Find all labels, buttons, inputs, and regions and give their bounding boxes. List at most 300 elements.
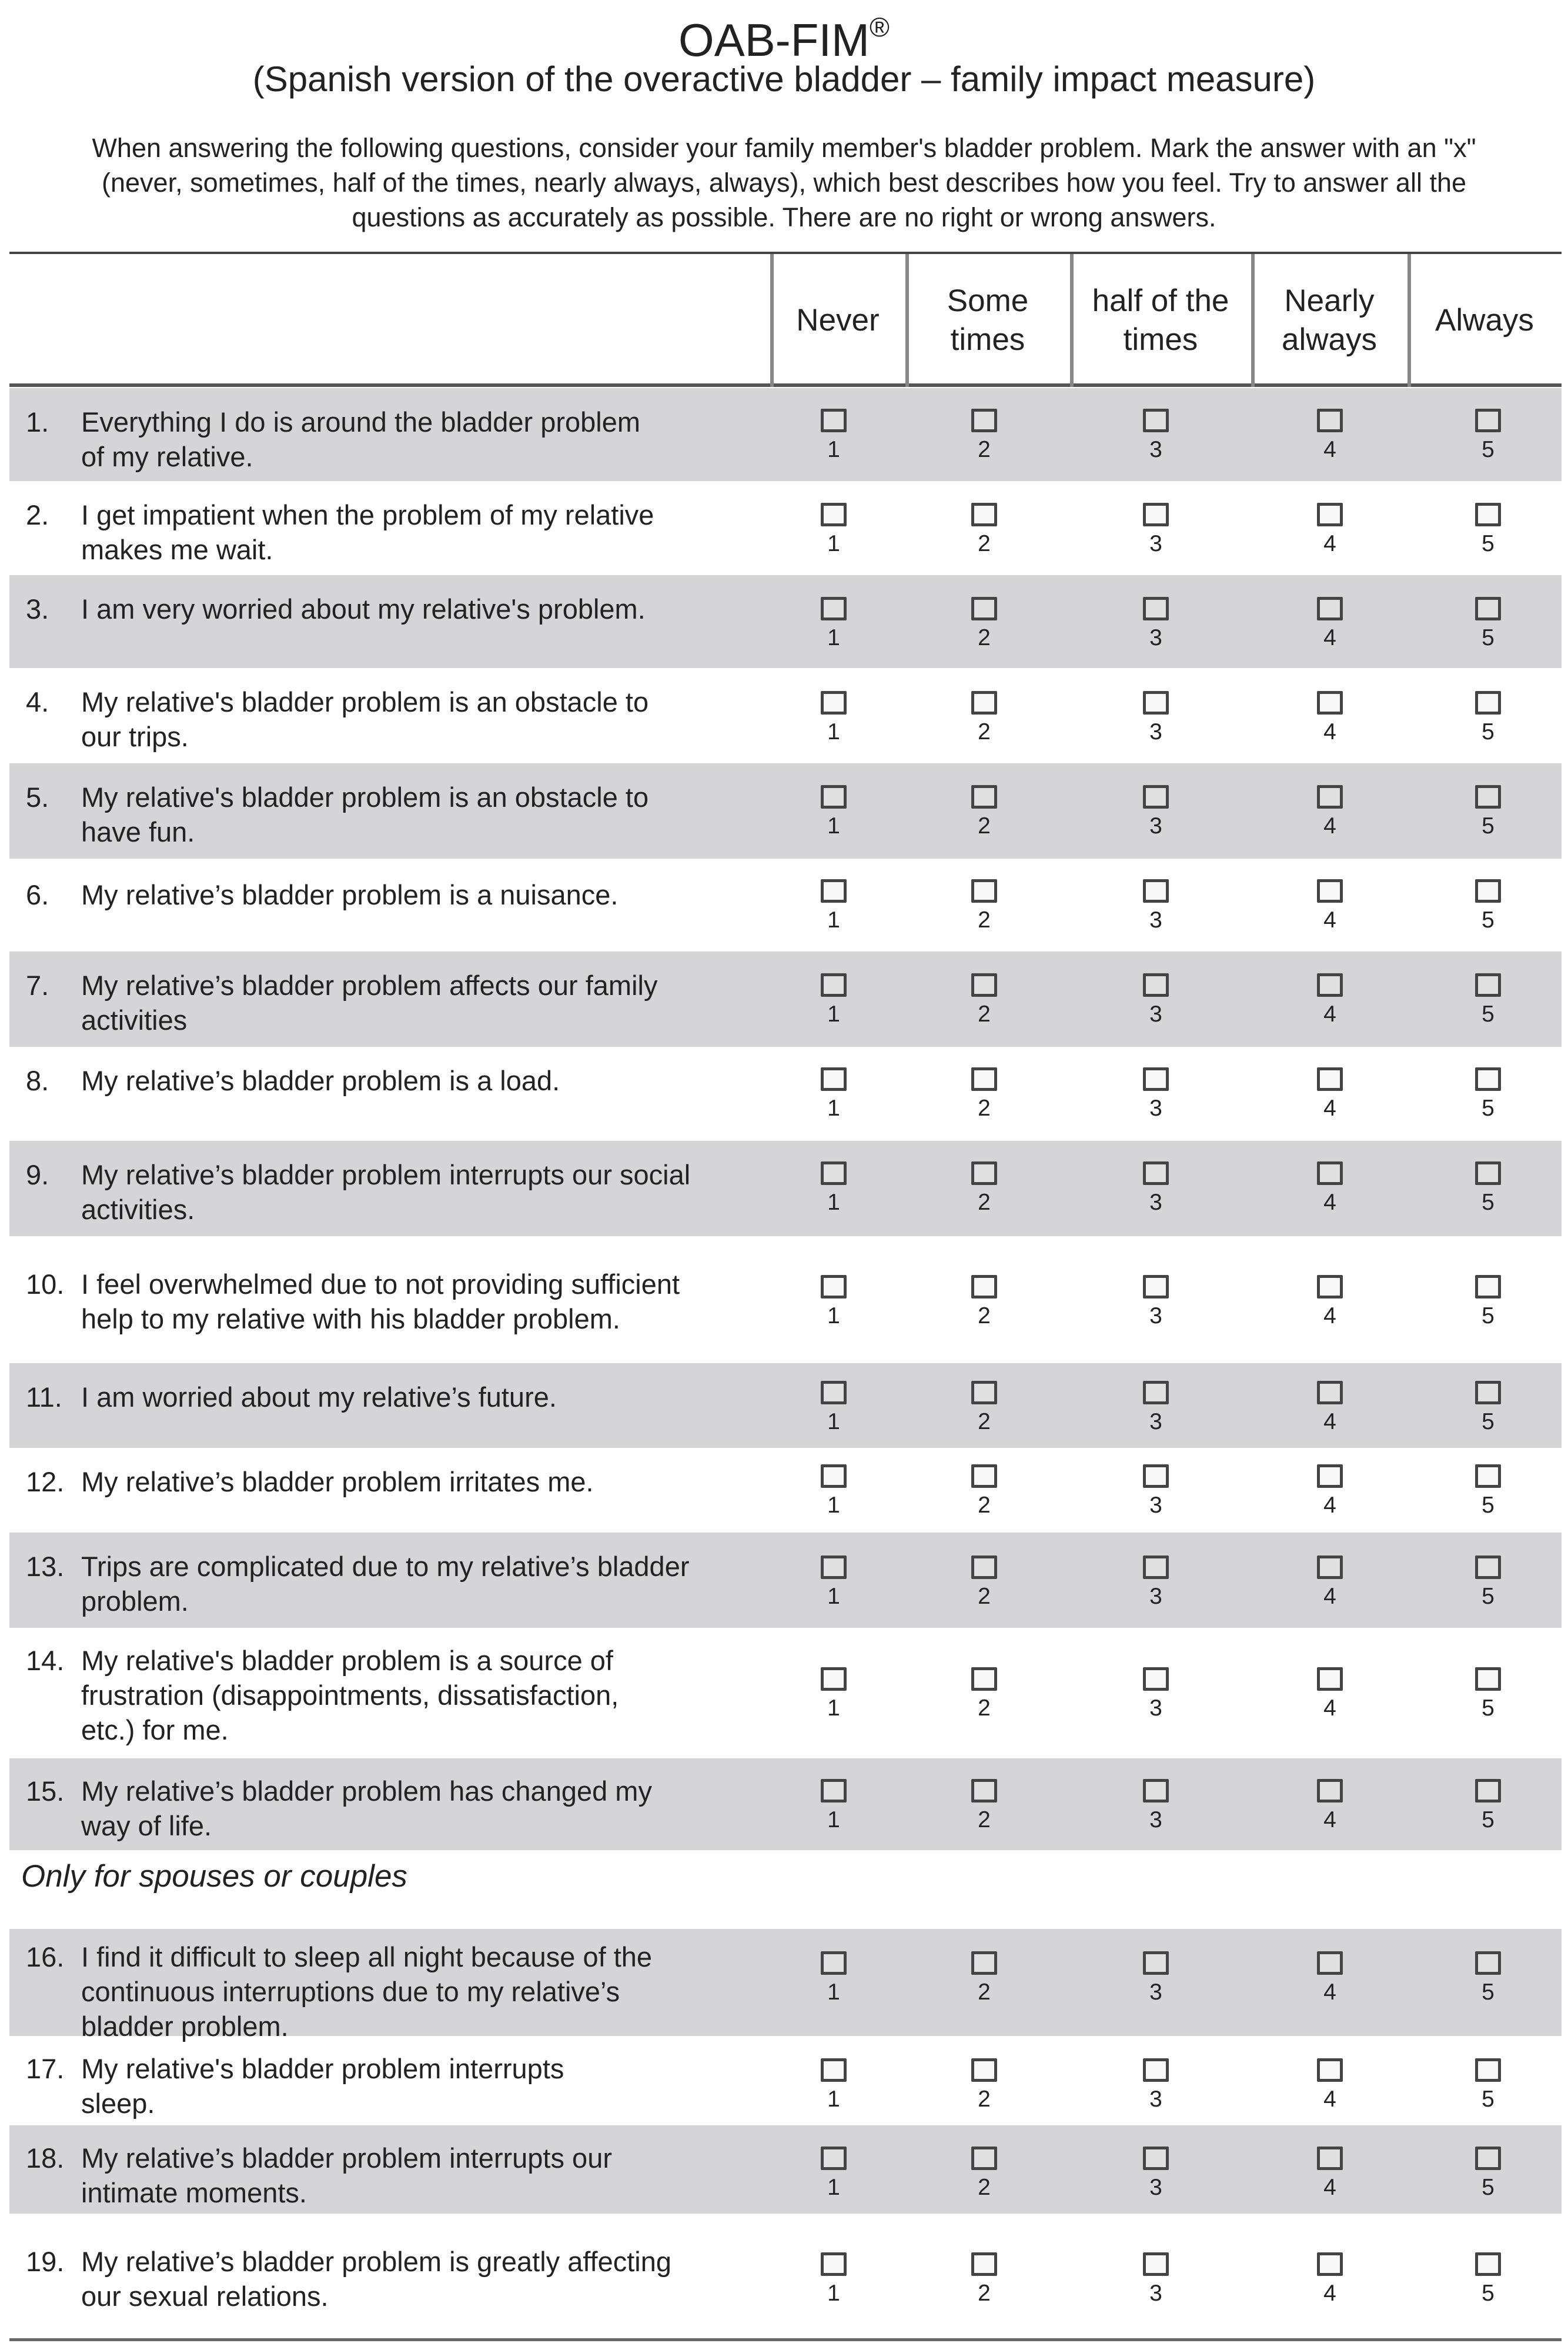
answer-checkbox[interactable]	[1475, 409, 1501, 432]
answer-option[interactable]	[793, 2058, 875, 2112]
question-text	[81, 2051, 734, 2121]
answer-checkbox[interactable]	[1143, 1381, 1169, 1404]
question-row	[9, 2036, 1562, 2125]
answer-checkbox[interactable]	[1317, 1779, 1343, 1802]
answer-option[interactable]	[943, 1951, 1025, 2005]
answer-option[interactable]	[1115, 2252, 1197, 2306]
answer-option[interactable]	[1447, 1667, 1529, 1721]
answer-option[interactable]	[1289, 879, 1371, 933]
answer-value-label: 5	[1482, 813, 1495, 839]
answer-option[interactable]	[943, 785, 1025, 839]
answer-option[interactable]	[943, 597, 1025, 651]
answer-checkbox[interactable]	[1475, 1381, 1501, 1404]
answer-checkbox[interactable]	[1475, 879, 1501, 903]
answer-checkbox[interactable]	[1317, 2147, 1343, 2170]
answer-option[interactable]	[1115, 1779, 1197, 1833]
answer-value-label: 2	[978, 1807, 991, 1832]
answer-checkbox[interactable]	[1317, 1381, 1343, 1404]
question-text	[81, 1643, 734, 1747]
answer-option[interactable]	[943, 1667, 1025, 1721]
answer-option[interactable]	[1447, 2058, 1529, 2112]
answer-checkbox[interactable]	[821, 1067, 847, 1091]
answer-option[interactable]	[1115, 409, 1197, 463]
question-text-line: activities.	[81, 1194, 195, 1225]
answer-checkbox[interactable]	[971, 409, 997, 432]
answer-checkbox[interactable]	[1143, 2147, 1169, 2170]
answer-option[interactable]	[793, 785, 875, 839]
column-header-line: Nearly	[1284, 283, 1375, 318]
answer-option[interactable]	[943, 1161, 1025, 1216]
answer-checkbox[interactable]	[1475, 1464, 1501, 1488]
answer-option[interactable]	[1447, 1951, 1529, 2005]
answer-option[interactable]	[1289, 785, 1371, 839]
answer-option[interactable]	[943, 503, 1025, 557]
question-row	[9, 1533, 1562, 1628]
answer-value-label: 3	[1149, 2281, 1162, 2306]
answer-checkbox[interactable]	[821, 503, 847, 526]
instructions-line: When answering the following questions, consider your family member's bladder problem. Mark the answer with an "x"	[92, 133, 1476, 163]
answer-checkbox[interactable]	[1475, 2058, 1501, 2082]
answer-value-label: 2	[978, 719, 991, 745]
answer-checkbox[interactable]	[821, 597, 847, 620]
answer-option[interactable]	[1447, 691, 1529, 745]
answer-option[interactable]	[1115, 1667, 1197, 1721]
answer-option[interactable]	[1289, 503, 1371, 557]
answer-value-label: 4	[1323, 813, 1336, 839]
question-text-line: My relative’s bladder problem irritates me.	[81, 1466, 594, 1497]
answer-value-label: 2	[978, 1303, 991, 1328]
answer-option[interactable]	[1115, 597, 1197, 651]
answer-checkbox[interactable]	[971, 973, 997, 997]
answer-option[interactable]	[1289, 597, 1371, 651]
question-text-line: My relative’s bladder problem interrupts our social	[81, 1159, 691, 1190]
answer-checkbox[interactable]	[821, 1464, 847, 1488]
answer-option[interactable]	[1447, 503, 1529, 557]
answer-checkbox[interactable]	[1143, 1779, 1169, 1802]
column-header	[770, 254, 905, 387]
answer-checkbox[interactable]	[1475, 1555, 1501, 1579]
answer-option[interactable]	[1447, 1555, 1529, 1610]
answer-checkbox[interactable]	[971, 879, 997, 903]
registered-mark: ®	[870, 12, 890, 42]
answer-value-label: 2	[978, 1695, 991, 1721]
answer-checkbox[interactable]	[971, 1779, 997, 1802]
answer-option[interactable]	[793, 1555, 875, 1610]
answer-checkbox[interactable]	[1317, 597, 1343, 620]
answer-checkbox[interactable]	[1143, 1951, 1169, 1975]
question-number: 4.	[26, 686, 49, 717]
answer-checkbox[interactable]	[971, 785, 997, 809]
answer-option[interactable]	[1447, 1381, 1529, 1435]
answer-value-label: 4	[1323, 1409, 1336, 1434]
answer-checkbox[interactable]	[821, 2058, 847, 2082]
answer-checkbox[interactable]	[821, 409, 847, 432]
answer-option[interactable]	[1447, 597, 1529, 651]
answer-option[interactable]	[793, 1779, 875, 1833]
answer-option[interactable]	[1115, 1951, 1197, 2005]
answer-option[interactable]	[1447, 2252, 1529, 2306]
answer-option[interactable]	[793, 973, 875, 1027]
question-text-line: My relative's bladder problem interrupts	[81, 2053, 564, 2084]
question-text-line: My relative’s bladder problem is a load.	[81, 1065, 560, 1096]
answer-value-label: 1	[827, 1695, 840, 1721]
answer-value-label: 3	[1149, 625, 1162, 650]
answer-option[interactable]	[1289, 2058, 1371, 2112]
answer-value-label: 4	[1323, 1980, 1336, 2005]
answer-value-label: 3	[1149, 813, 1162, 839]
answer-checkbox[interactable]	[821, 1555, 847, 1579]
answer-option[interactable]	[1447, 1161, 1529, 1216]
answer-option[interactable]	[1447, 879, 1529, 933]
form-title-text: OAB-FIM	[678, 14, 870, 66]
answer-checkbox[interactable]	[1317, 1951, 1343, 1975]
answer-checkbox[interactable]	[1475, 1275, 1501, 1298]
answer-value-label: 3	[1149, 437, 1162, 462]
answer-checkbox[interactable]	[821, 1161, 847, 1185]
answer-checkbox[interactable]	[971, 691, 997, 715]
answer-option[interactable]	[1289, 409, 1371, 463]
answer-value-label: 5	[1482, 719, 1495, 745]
answer-option[interactable]	[943, 2147, 1025, 2201]
answer-value-label: 2	[978, 1980, 991, 2005]
question-number: 10.	[26, 1269, 65, 1300]
answer-value-label: 2	[978, 1190, 991, 1215]
column-header-line: half of the	[1092, 283, 1229, 318]
answer-option[interactable]	[793, 1161, 875, 1216]
answer-value-label: 5	[1482, 1190, 1495, 1215]
answer-value-label: 1	[827, 1096, 840, 1121]
answer-option[interactable]	[793, 691, 875, 745]
answer-checkbox[interactable]	[1143, 1555, 1169, 1579]
answer-checkbox[interactable]	[1143, 2058, 1169, 2082]
answer-checkbox[interactable]	[971, 1161, 997, 1185]
table-bottom-rule	[9, 2338, 1562, 2341]
answer-value-label: 2	[978, 1493, 991, 1518]
answer-checkbox[interactable]	[971, 1951, 997, 1975]
answer-checkbox[interactable]	[821, 1667, 847, 1691]
answer-option[interactable]	[943, 409, 1025, 463]
answer-checkbox[interactable]	[821, 2147, 847, 2170]
answer-value-label: 2	[978, 813, 991, 839]
answer-checkbox[interactable]	[1143, 691, 1169, 715]
answer-checkbox[interactable]	[1475, 2252, 1501, 2276]
answer-checkbox[interactable]	[1317, 503, 1343, 526]
answer-value-label: 4	[1323, 1303, 1336, 1328]
answer-checkbox[interactable]	[821, 1779, 847, 1802]
question-row	[9, 388, 1562, 481]
question-row	[9, 2214, 1562, 2338]
question-number: 9.	[26, 1159, 49, 1190]
answer-checkbox[interactable]	[1143, 879, 1169, 903]
answer-checkbox[interactable]	[1317, 1667, 1343, 1691]
answer-checkbox[interactable]	[1143, 1161, 1169, 1185]
answer-value-label: 5	[1482, 1584, 1495, 1609]
question-text-line: way of life.	[81, 1810, 212, 1841]
answer-checkbox[interactable]	[971, 1275, 997, 1298]
answer-option[interactable]	[793, 503, 875, 557]
answer-checkbox[interactable]	[1317, 1275, 1343, 1298]
answer-option[interactable]	[943, 1381, 1025, 1435]
answer-checkbox[interactable]	[1317, 409, 1343, 432]
answer-option[interactable]	[943, 973, 1025, 1027]
answer-option[interactable]	[1447, 1779, 1529, 1833]
answer-value-label: 3	[1149, 2087, 1162, 2112]
answer-checkbox[interactable]	[1317, 2252, 1343, 2276]
answer-value-label: 4	[1323, 531, 1336, 556]
answer-value-label: 4	[1323, 907, 1336, 933]
answer-option[interactable]	[1289, 691, 1371, 745]
answer-value-label: 5	[1482, 1807, 1495, 1832]
answer-option[interactable]	[793, 2147, 875, 2201]
answer-value-label: 3	[1149, 1980, 1162, 2005]
answer-value-label: 5	[1482, 1695, 1495, 1721]
answer-option[interactable]	[1447, 1067, 1529, 1121]
answer-value-label: 5	[1482, 1002, 1495, 1027]
question-number: 7.	[26, 970, 49, 1001]
question-text	[81, 1774, 734, 1843]
answer-checkbox[interactable]	[821, 1275, 847, 1298]
answer-value-label: 3	[1149, 719, 1162, 745]
question-row	[9, 859, 1562, 952]
answer-value-label: 3	[1149, 1807, 1162, 1832]
answer-option[interactable]	[1289, 1275, 1371, 1329]
answer-option[interactable]	[1115, 973, 1197, 1027]
answer-value-label: 5	[1482, 1303, 1495, 1328]
answer-value-label: 3	[1149, 1695, 1162, 1721]
question-number: 12.	[26, 1466, 65, 1497]
answer-value-label: 4	[1323, 1096, 1336, 1121]
answer-checkbox[interactable]	[1143, 503, 1169, 526]
answer-checkbox[interactable]	[821, 973, 847, 997]
answer-value-label: 1	[827, 2175, 840, 2200]
question-row	[9, 668, 1562, 763]
instructions-line: questions as accurately as possible. There are no right or wrong answers.	[352, 202, 1216, 232]
answer-checkbox[interactable]	[1143, 1667, 1169, 1691]
question-text-line: My relative’s bladder problem has changed my	[81, 1775, 652, 1807]
answer-checkbox[interactable]	[1475, 1779, 1501, 1802]
answer-option[interactable]	[1289, 2147, 1371, 2201]
answer-checkbox[interactable]	[821, 691, 847, 715]
question-number: 8.	[26, 1065, 49, 1096]
answer-value-label: 2	[978, 907, 991, 933]
answer-checkbox[interactable]	[971, 1667, 997, 1691]
answer-option[interactable]	[1115, 1464, 1197, 1518]
answer-option[interactable]	[1447, 973, 1529, 1027]
answer-option[interactable]	[1115, 2147, 1197, 2201]
question-row	[9, 1236, 1562, 1363]
answer-option[interactable]	[793, 1667, 875, 1721]
question-text	[81, 1157, 734, 1227]
answer-checkbox[interactable]	[1317, 879, 1343, 903]
answer-checkbox[interactable]	[821, 2252, 847, 2276]
answer-checkbox[interactable]	[1143, 597, 1169, 620]
answer-checkbox[interactable]	[1317, 1555, 1343, 1579]
answer-option[interactable]	[943, 2058, 1025, 2112]
answer-option[interactable]	[943, 2252, 1025, 2306]
answer-option[interactable]	[1289, 1161, 1371, 1216]
answer-checkbox[interactable]	[821, 1951, 847, 1975]
answer-option[interactable]	[1115, 1381, 1197, 1435]
question-number: 18.	[26, 2142, 65, 2174]
answer-option[interactable]	[943, 879, 1025, 933]
answer-value-label: 2	[978, 2087, 991, 2112]
answer-option[interactable]	[1289, 1464, 1371, 1518]
answer-checkbox[interactable]	[1475, 785, 1501, 809]
answer-option[interactable]	[793, 2252, 875, 2306]
answer-checkbox[interactable]	[971, 503, 997, 526]
answer-option[interactable]	[793, 1951, 875, 2005]
answer-option[interactable]	[1115, 1161, 1197, 1216]
answer-option[interactable]	[1289, 2252, 1371, 2306]
column-header	[905, 254, 1070, 387]
answer-value-label: 3	[1149, 1190, 1162, 1215]
answer-checkbox[interactable]	[1317, 1067, 1343, 1091]
answer-option[interactable]	[1447, 1464, 1529, 1518]
answer-checkbox[interactable]	[1317, 973, 1343, 997]
question-text-line: I am very worried about my relative's problem.	[81, 593, 646, 625]
answer-checkbox[interactable]	[971, 1067, 997, 1091]
answer-option[interactable]	[943, 1555, 1025, 1610]
answer-checkbox[interactable]	[1143, 409, 1169, 432]
answer-value-label: 3	[1149, 1303, 1162, 1328]
answer-value-label: 2	[978, 1584, 991, 1609]
question-text	[81, 968, 734, 1037]
answer-value-label: 4	[1323, 1807, 1336, 1832]
answer-option[interactable]	[1289, 1555, 1371, 1610]
answer-value-label: 1	[827, 531, 840, 556]
answer-value-label: 2	[978, 1096, 991, 1121]
answer-value-label: 4	[1323, 1695, 1336, 1721]
answer-option[interactable]	[943, 691, 1025, 745]
question-text-line: makes me wait.	[81, 534, 273, 565]
column-header	[1407, 254, 1562, 387]
answer-checkbox[interactable]	[1317, 691, 1343, 715]
answer-checkbox[interactable]	[1143, 785, 1169, 809]
answer-value-label: 2	[978, 531, 991, 556]
answer-option[interactable]	[1115, 785, 1197, 839]
question-text	[81, 1267, 734, 1336]
answer-checkbox[interactable]	[1475, 1667, 1501, 1691]
answer-checkbox[interactable]	[971, 1381, 997, 1404]
answer-option[interactable]	[1115, 2058, 1197, 2112]
question-text-line: I find it difficult to sleep all night because of the	[81, 1941, 653, 1972]
answer-option[interactable]	[793, 597, 875, 651]
answer-option[interactable]	[793, 1381, 875, 1435]
question-text-line: problem.	[81, 1585, 189, 1617]
answer-checkbox[interactable]	[971, 2147, 997, 2170]
question-row	[9, 2125, 1562, 2214]
question-text	[81, 1549, 734, 1618]
answer-checkbox[interactable]	[1475, 597, 1501, 620]
answer-value-label: 4	[1323, 2175, 1336, 2200]
answer-value-label: 4	[1323, 2281, 1336, 2306]
answer-value-label: 3	[1149, 1096, 1162, 1121]
answer-checkbox[interactable]	[971, 597, 997, 620]
answer-option[interactable]	[943, 1464, 1025, 1518]
answer-option[interactable]	[1289, 1779, 1371, 1833]
question-text-line: Trips are complicated due to my relative’s bladder	[81, 1551, 690, 1582]
answer-checkbox[interactable]	[971, 2058, 997, 2082]
answer-value-label: 4	[1323, 1002, 1336, 1027]
answer-option[interactable]	[1447, 409, 1529, 463]
answer-option[interactable]	[943, 1779, 1025, 1833]
answer-checkbox[interactable]	[1317, 1464, 1343, 1488]
question-text-line: My relative's bladder problem is an obstacle to	[81, 686, 649, 717]
instructions-line: (never, sometimes, half of the times, nearly always, always), which best describes how you feel. Try to answer all the	[102, 168, 1466, 198]
answer-option[interactable]	[1289, 1667, 1371, 1721]
answer-option[interactable]	[1115, 1067, 1197, 1121]
answer-checkbox[interactable]	[1317, 785, 1343, 809]
answer-value-label: 5	[1482, 625, 1495, 650]
answer-checkbox[interactable]	[1475, 1951, 1501, 1975]
question-text-line: sleep.	[81, 2088, 155, 2119]
answer-option[interactable]	[1289, 1951, 1371, 2005]
answer-checkbox[interactable]	[1143, 1275, 1169, 1298]
question-text-line: My relative’s bladder problem is a nuisance.	[81, 879, 618, 910]
answer-option[interactable]	[1447, 2147, 1529, 2201]
answer-value-label: 1	[827, 1584, 840, 1609]
answer-checkbox[interactable]	[1475, 2147, 1501, 2170]
answer-option[interactable]	[1289, 1381, 1371, 1435]
answer-option[interactable]	[1447, 1275, 1529, 1329]
answer-option[interactable]	[943, 1067, 1025, 1121]
answer-checkbox[interactable]	[821, 879, 847, 903]
question-row	[9, 1047, 1562, 1141]
answer-value-label: 1	[827, 907, 840, 933]
answer-checkbox[interactable]	[971, 1464, 997, 1488]
answer-checkbox[interactable]	[1475, 503, 1501, 526]
answer-checkbox[interactable]	[1143, 2252, 1169, 2276]
answer-checkbox[interactable]	[821, 1381, 847, 1404]
answer-checkbox[interactable]	[1317, 1161, 1343, 1185]
answer-option[interactable]	[793, 879, 875, 933]
answer-value-label: 1	[827, 1807, 840, 1832]
question-text-line: frustration (disappointments, dissatisfaction,	[81, 1680, 619, 1711]
answer-checkbox[interactable]	[1475, 691, 1501, 715]
answer-option[interactable]	[793, 409, 875, 463]
answer-checkbox[interactable]	[971, 2252, 997, 2276]
answer-checkbox[interactable]	[1143, 1067, 1169, 1091]
answer-option[interactable]	[1115, 503, 1197, 557]
answer-option[interactable]	[793, 1067, 875, 1121]
question-text-line: etc.) for me.	[81, 1714, 229, 1745]
answer-checkbox[interactable]	[1143, 1464, 1169, 1488]
answer-checkbox[interactable]	[1475, 1161, 1501, 1185]
answer-checkbox[interactable]	[821, 785, 847, 809]
answer-checkbox[interactable]	[1317, 2058, 1343, 2082]
answer-option[interactable]	[1289, 1067, 1371, 1121]
answer-checkbox[interactable]	[1475, 1067, 1501, 1091]
answer-value-label: 5	[1482, 437, 1495, 462]
answer-option[interactable]	[943, 1275, 1025, 1329]
answer-checkbox[interactable]	[1143, 973, 1169, 997]
answer-checkbox[interactable]	[971, 1555, 997, 1579]
answer-option[interactable]	[1115, 879, 1197, 933]
answer-option[interactable]	[1289, 973, 1371, 1027]
question-number: 2.	[26, 499, 49, 530]
answer-option[interactable]	[793, 1275, 875, 1329]
answer-option[interactable]	[1115, 691, 1197, 745]
answer-checkbox[interactable]	[1475, 973, 1501, 997]
question-text-line: I get impatient when the problem of my relative	[81, 499, 654, 530]
question-row	[9, 575, 1562, 668]
answer-option[interactable]	[793, 1464, 875, 1518]
answer-option[interactable]	[1447, 785, 1529, 839]
question-row	[9, 952, 1562, 1047]
question-number: 15.	[26, 1775, 65, 1807]
answer-option[interactable]	[1115, 1275, 1197, 1329]
answer-option[interactable]	[1115, 1555, 1197, 1610]
